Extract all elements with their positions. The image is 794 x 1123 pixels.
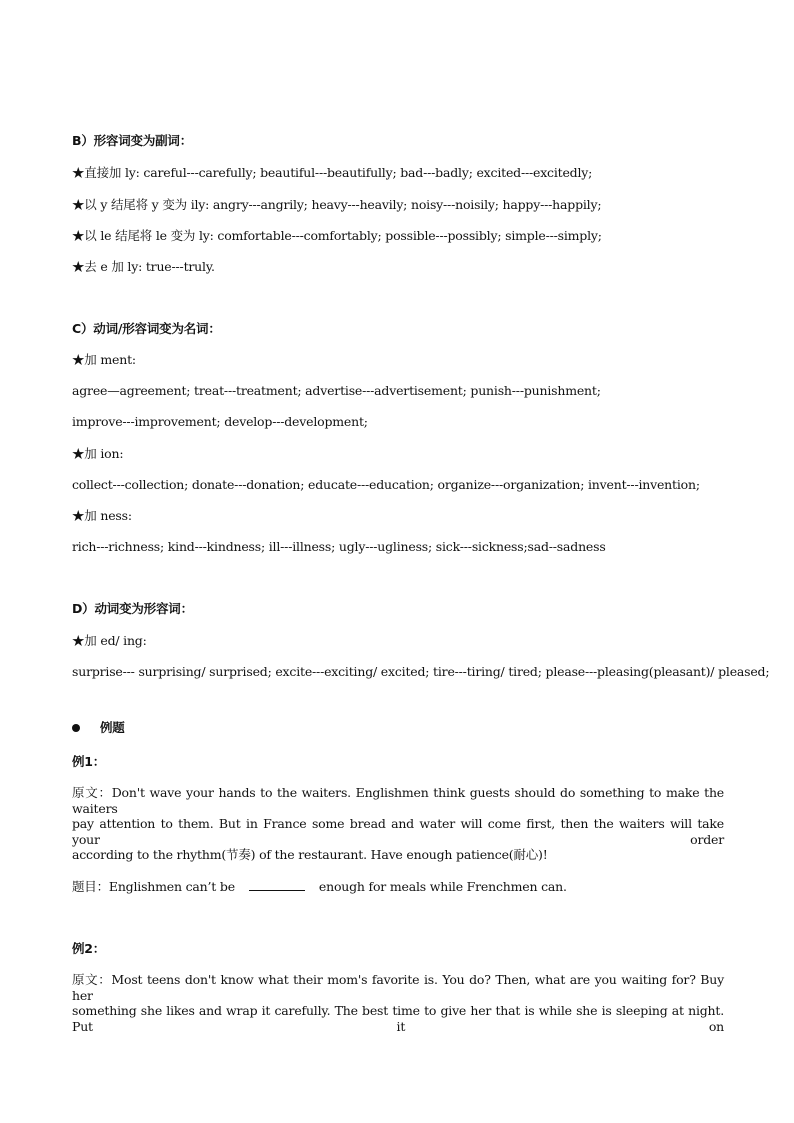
example-1-label: 例1： (72, 754, 106, 769)
text-label: 原文： (72, 785, 112, 800)
section-b-item: ★去 e 加 ly: true---truly. (72, 259, 215, 274)
question-label: 题目： (72, 879, 109, 894)
text-label: 原文： (72, 972, 112, 987)
section-b-item: ★以 le 结尾将 le 变为 ly: comfortable---comfortably; possible---possibly; simple---simply; (72, 228, 602, 243)
section-d-line: surprise--- surprising/ surprised; excite---exciting/ excited; tire---tiring/ tired; please---pleasing(pleasant)/ pleased; (72, 664, 770, 679)
section-c-heading: C）动词/形容词变为名词： (72, 321, 221, 336)
example-1-question (72, 878, 724, 895)
section-b-item: ★以 y 结尾将 y 变为 ily: angry---angrily; heavy---heavily; noisy---noisily; happy---happily; (72, 197, 602, 212)
example-2-text-line (72, 972, 724, 1004)
section-d-heading: D）动词变为形容词： (72, 601, 193, 616)
text-content: Most teens don't know what their mom's favorite is. You do? Then, what are you waiting for? Buy her (72, 972, 724, 1003)
section-c-line: improve---improvement; develop---development; (72, 414, 368, 429)
section-c-line: ★加 ment: (72, 352, 136, 367)
example-2-text-line: something she likes and wrap it carefully. The best time to give her that is while she is sleeping at night. Put it on (72, 1003, 724, 1034)
section-c-line: agree—agreement; treat---treatment; advertise---advertisement; punish---punishment; (72, 383, 601, 398)
example-1-text-line: according to the rhythm(节奏) of the restaurant. Have enough patience(耐心)! (72, 847, 548, 862)
section-c-line: rich---richness; kind---kindness; ill---illness; ugly---ugliness; sick---sickness;sad--sadness (72, 539, 606, 554)
example-1-text-line: pay attention to them. But in France some bread and water will come first, then the waiters will take your order (72, 816, 724, 847)
answer-blank[interactable] (249, 878, 305, 891)
question-before: Englishmen can’t be (108, 879, 235, 894)
bullet-icon (72, 724, 80, 732)
section-d-line: ★加 ed/ ing: (72, 633, 147, 648)
examples-title: 例题 (100, 720, 125, 735)
section-c-line: ★加 ion: (72, 446, 124, 461)
section-c-line: ★加 ness: (72, 508, 132, 523)
question-after: enough for meals while Frenchmen can. (318, 879, 567, 894)
example-2-label: 例2： (72, 941, 106, 956)
example-1-text-line (72, 785, 724, 817)
section-b-item: ★直接加 ly: careful---carefully; beautiful---beautifully; bad---badly; excited---excitedly; (72, 165, 593, 180)
text-content: Don't wave your hands to the waiters. Englishmen think guests should do something to make the waiters (72, 785, 724, 816)
section-b-heading: B）形容词变为副词： (72, 133, 193, 148)
section-c-line: collect---collection; donate---donation; educate---education; organize---organization; invent---invention; (72, 477, 700, 492)
